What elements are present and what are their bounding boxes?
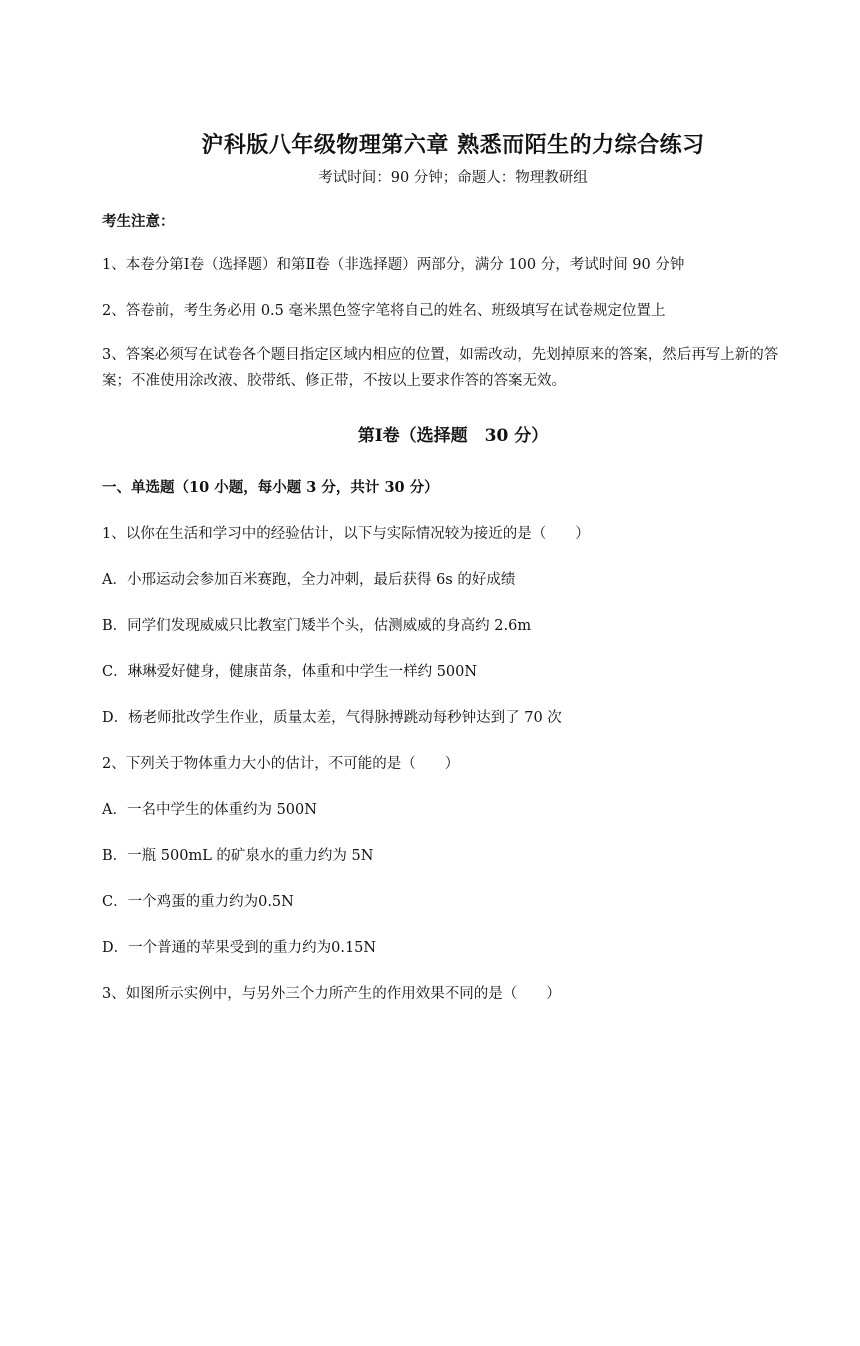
- question-stem: 2、下列关于物体重力大小的估计，不可能的是（ ）: [102, 756, 460, 772]
- answer-option: A．一名中学生的体重约为 500N: [102, 802, 317, 818]
- exam-page: [0, 130, 860, 1346]
- page-title: 沪科版八年级物理第六章 熟悉而陌生的力综合练习: [201, 132, 705, 158]
- answer-option: A．小邢运动会参加百米赛跑，全力冲刺，最后获得 6s 的好成绩: [102, 572, 516, 588]
- answer-option: D．杨老师批改学生作业，质量太差，气得脉搏跳动每秒钟达到了 70 次: [102, 710, 562, 726]
- question-stem: 1、以你在生活和学习中的经验估计，以下与实际情况较为接近的是（ ）: [102, 526, 590, 542]
- section-heading: 一、单选题（10 小题，每小题 3 分，共计 30 分）: [102, 479, 439, 496]
- answer-option: D．一个普通的苹果受到的重力约为0.15N: [102, 940, 377, 956]
- notice-item: 2、答卷前，考生务必用 0.5 毫米黑色签字笔将自己的姓名、班级填写在试卷规定位置上: [102, 303, 666, 319]
- answer-option: C．一个鸡蛋的重力约为0.5N: [102, 894, 294, 910]
- notice-item: 3、答案必须写在试卷各个题目指定区域内相应的位置，如需改动，先划掉原来的答案，然后再写上新的答案；不准使用涂改液、胶带纸、修正带，不按以上要求作答的答案无效。: [102, 347, 779, 389]
- answer-option: B．同学们发现威威只比教室门矮半个头，估测威威的身高约 2.6m: [102, 618, 532, 634]
- answer-option: B．一瓶 500mL 的矿泉水的重力约为 5N: [102, 848, 374, 864]
- notice-item: 1、本卷分第Ⅰ卷（选择题）和第Ⅱ卷（非选择题）两部分，满分 100 分，考试时间 90 分钟: [102, 257, 685, 273]
- part-title: 第Ⅰ卷（选择题 30 分）: [357, 426, 549, 446]
- notice-heading: 考生注意：: [102, 213, 175, 230]
- question-stem: 3、如图所示实例中，与另外三个力所产生的作用效果不同的是（ ）: [102, 986, 561, 1002]
- exam-info: 考试时间：90 分钟；命题人：物理教研组: [318, 170, 588, 186]
- answer-option: C．琳琳爱好健身，健康苗条，体重和中学生一样约 500N: [102, 664, 478, 680]
